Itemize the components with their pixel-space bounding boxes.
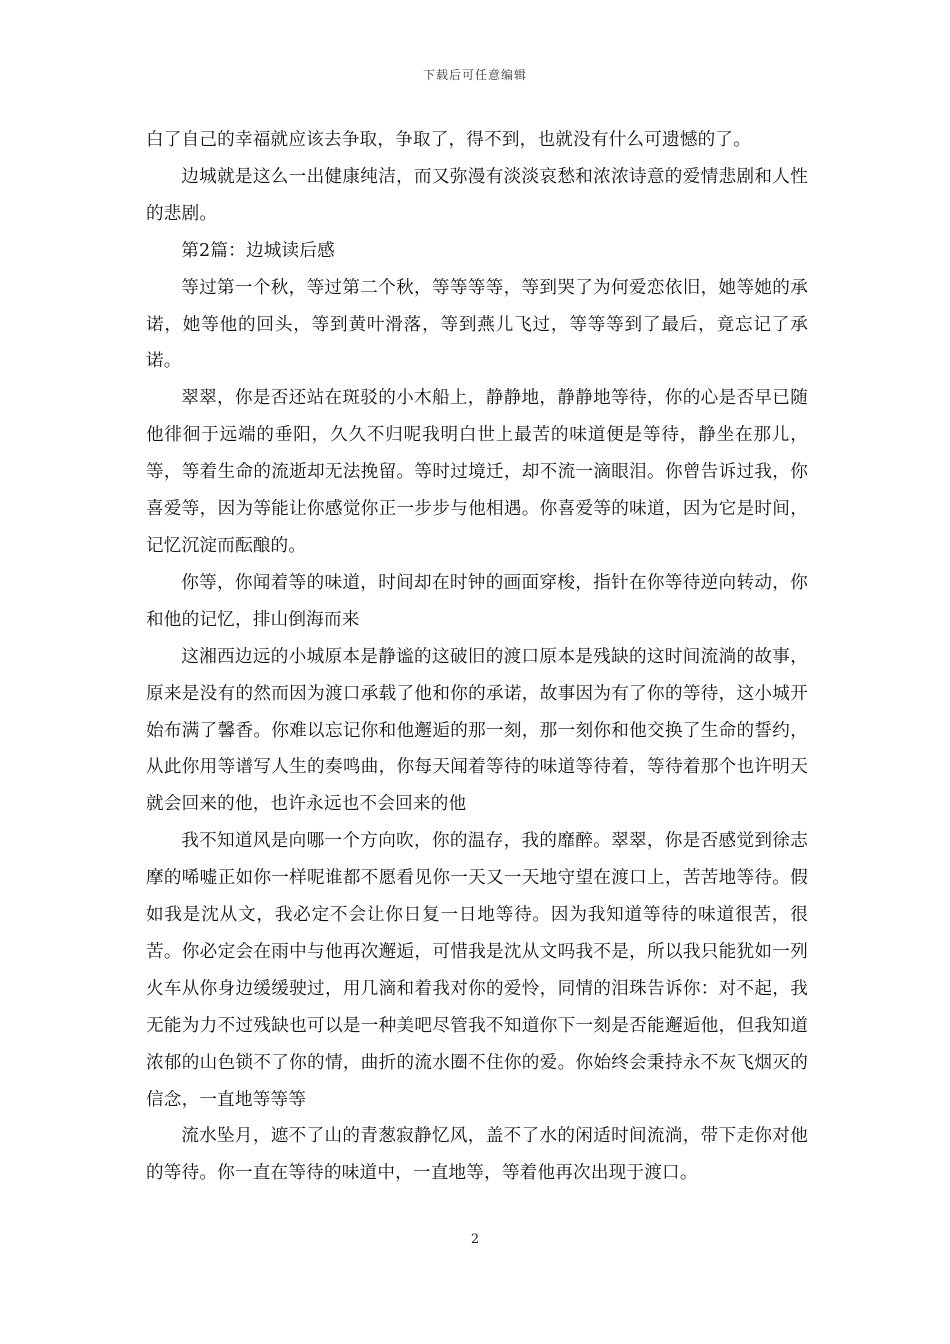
paragraph: 我不知道风是向哪一个方向吹，你的温存，我的靡醉。翠翠，你是否感觉到徐志摩的唏嘘正如你一样呢谁都不愿看见你一天又一天地守望在渡口上，苦苦地等待。假如我是沈从文，我必定不会让你日复一日地等待。因为我知道等待的味道很苦，很苦。你必定会在雨中与他再次邂逅，可惜我是沈从文吗我不是，所以我只能犹如一列火车从你身边缓缓驶过，用几滴和着我对你的爱怜，同情的泪珠告诉你：对不起，我无能为力不过残缺也可以是一种美吧尽管我不知道你下一刻是否能邂逅他，但我知道浓郁的山色锁不了你的情，曲折的流水圈不住你的爱。你始终会秉持永不灰飞烟灭的信念，一直地等等等 bbox=[146, 831, 808, 1110]
document-body bbox=[146, 122, 808, 1192]
paragraph: 流水坠月，遮不了山的青葱寂静忆风，盖不了水的闲适时间流淌，带下走你对他的等待。你一直在等待的味道中，一直地等，等着他再次出现于渡口。 bbox=[146, 1126, 808, 1184]
paragraph: 你等，你闻着等的味道，时间却在时钟的画面穿梭，指针在你等待逆向转动，你和他的记忆，排山倒海而来 bbox=[146, 572, 808, 630]
paragraph: 边城就是这么一出健康纯洁，而又弥漫有淡淡哀愁和浓浓诗意的爱情悲剧和人性的悲剧。 bbox=[146, 166, 808, 224]
paragraph: 翠翠，你是否还站在斑驳的小木船上，静静地，静静地等待，你的心是否早已随他徘徊于远端的垂阳，久久不归呢我明白世上最苦的味道便是等待，静坐在那儿，等，等着生命的流逝却无法挽留。等时过境迁，却不流一滴眼泪。你曾告诉过我，你喜爱等，因为等能让你感觉你正一步步与他相遇。你喜爱等的味道，因为它是时间，记忆沉淀而酝酿的。 bbox=[146, 388, 808, 556]
paragraph: 这湘西边远的小城原本是静谧的这破旧的渡口原本是残缺的这时间流淌的故事，原来是没有的然而因为渡口承载了他和你的承诺，故事因为有了你的等待，这小城开始布满了馨香。你难以忘记你和他邂逅的那一刻，那一刻你和他交换了生命的誓约，从此你用等谱写人生的奏鸣曲，你每天闻着等待的味道等待着，等待着那个也许明天就会回来的他，也许永远也不会回来的他 bbox=[146, 646, 808, 815]
section-heading: 第2篇：边城读后感 bbox=[181, 240, 335, 261]
page-number: 2 bbox=[470, 1232, 480, 1247]
paragraph-continuation: 白了自己的幸福就应该去争取，争取了，得不到，也就没有什么可遗憾的了。 bbox=[146, 130, 751, 150]
page-header: 下载后可任意编辑 bbox=[422, 68, 527, 82]
paragraph: 等过第一个秋，等过第二个秋，等等等等，等到哭了为何爱恋依旧，她等她的承诺，她等他的回头，等到黄叶滑落，等到燕儿飞过，等等等到了最后，竟忘记了承诺。 bbox=[146, 277, 808, 372]
